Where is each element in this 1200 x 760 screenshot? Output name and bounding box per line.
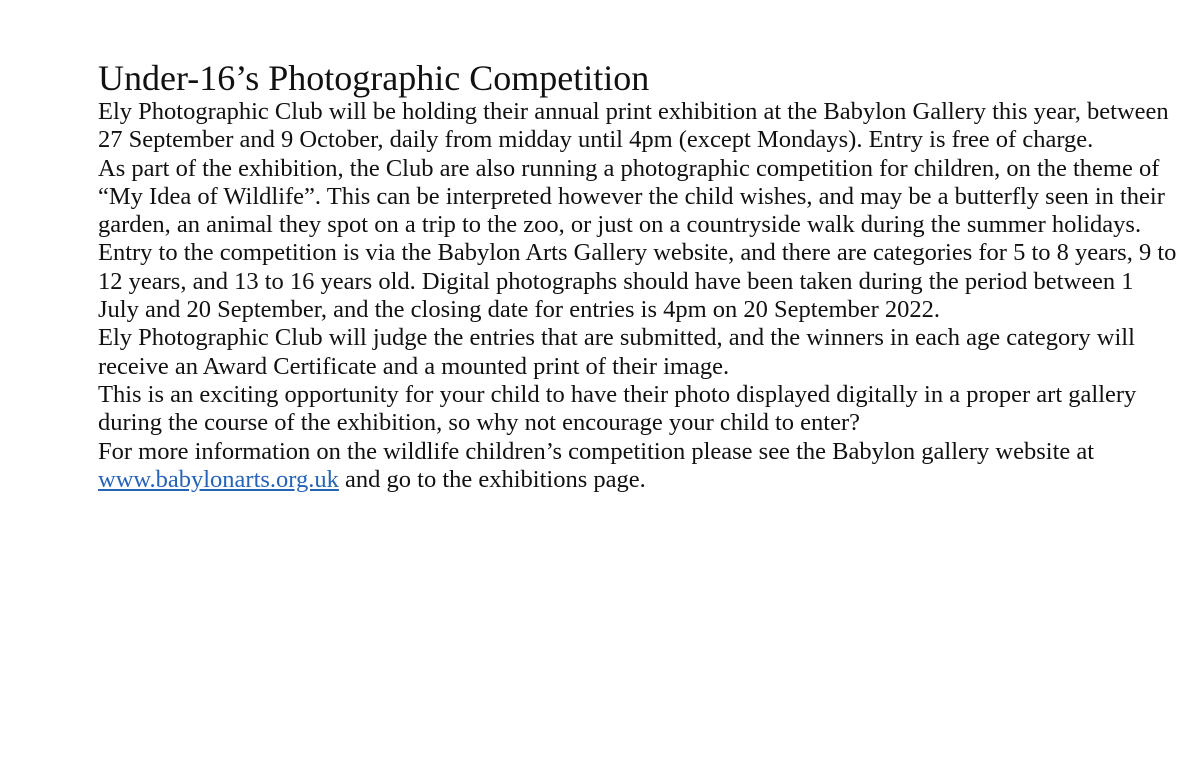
paragraph-competition-theme: As part of the exhibition, the Club are also running a photographic competition for children, on the theme of “My Idea of Wildlife”. This can be interpreted however the child wishes, and may be a butterfly seen in their garden, an animal they spot on a trip to the zoo, or just on a countryside walk during the summer holidays. <box>98 154 1165 239</box>
paragraph-more-info <box>98 438 1178 495</box>
paragraph-judging: Ely Photographic Club will judge the entries that are submitted, and the winners in each age category will receive an Award Certificate and a mounted print of their image. <box>98 324 1135 380</box>
babylonarts-website-link[interactable]: www.babylonarts.org.uk <box>98 465 339 493</box>
page-title: Under-16’s Photographic Competition <box>98 58 650 98</box>
paragraph-entry-details: Entry to the competition is via the Babylon Arts Gallery website, and there are categories for 5 to 8 years, 9 to 12 years, and 13 to 16 years old. Digital photographs should have been taken during the period between 1 July and 20 September, and the closing date for entries is 4pm on 20 September 2022. <box>98 239 1177 324</box>
more-info-text-before: For more information on the wildlife children’s competition please see the Babylon gallery website at <box>98 437 1095 465</box>
paragraph-opportunity: This is an exciting opportunity for your child to have their photo displayed digitally in a proper art gallery during the course of the exhibition, so why not encourage your child to enter? <box>98 380 1137 437</box>
document-body <box>98 58 1178 494</box>
more-info-text-after: and go to the exhibitions page. <box>338 465 646 493</box>
paragraph-exhibition-info: Ely Photographic Club will be holding their annual print exhibition at the Babylon Gallery this year, between 27 September and 9 October, daily from midday until 4pm (except Mondays). Entry is free of charge. <box>98 98 1169 154</box>
